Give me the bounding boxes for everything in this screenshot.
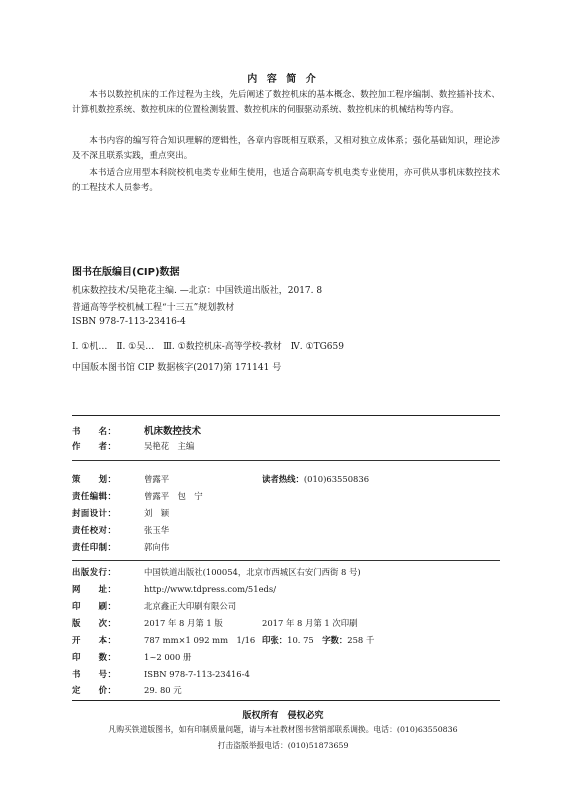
planning-key: 策 划： [72,474,117,484]
copies-key: 印 数： [72,652,117,662]
divider-top [72,415,500,416]
cip-line-3: ISBN 978-7-113-23416-4 [72,317,186,327]
isbn-key: 书 号： [72,669,117,679]
edition-row [72,617,223,629]
planning-value: 曾露平 [144,474,170,484]
book-author-key: 作 者： [72,441,117,451]
publisher-key: 出版发行： [72,567,117,577]
summary-paragraph-2: 本书内容的编写符合知识理解的逻辑性，各章内容既相互联系，又相对独立成体系；强化基础知识，理论涉及不深且联系实践，重点突出。 [72,136,500,161]
price-value: 29. 80 元 [144,685,182,695]
summary-paragraph-1: 本书以数控机床的工作过程为主线，先后阐述了数控机床的基本概念、数控加工程序编制、数控插补技术、计算机数控系统、数控机床的位置检测装置、数控机床的伺服驱动系统、数控机床的机械结构等内容。 [72,90,500,115]
proofread-key: 责任校对： [72,525,117,535]
divider-footer [72,700,500,701]
website-value: http://www.tdpress.com/51eds/ [144,584,277,594]
summary-paragraph-3: 本书适合应用型本科院校机电类专业师生使用，也适合高职高专机电类专业使用，亦可供从事机床数控技术的工程技术人员参考。 [72,168,500,193]
cip-heading: 图书在版编目(CIP)数据 [72,267,180,278]
planning-row [72,473,169,485]
piracy-hotline: 打击盗版举报电话：(010)51873659 [217,741,349,750]
publisher-value: 中国铁道出版社(100054，北京市西城区右安门西街 8 号) [144,567,361,577]
website-key: 网 址： [72,584,117,594]
cip-line-4: Ⅰ. ①机… Ⅱ. ①吴… Ⅲ. ①数控机床-高等学校-教材 Ⅳ. ①TG659 [72,342,344,352]
format-row [72,634,255,646]
proofread-value: 张玉华 [144,525,170,535]
editor-value: 曾露平 包 宁 [144,491,203,501]
printer-row [72,600,236,612]
cip-line-1: 机床数控技术/吴艳花主编. —北京：中国铁道出版社，2017. 8 [72,286,323,296]
sheets-value: 10. 75 [287,635,314,645]
cip-line-2: 普通高等学校机械工程“十三五”规划教材 [72,303,235,313]
sheets-words-row [262,634,374,646]
printer-key: 印 刷： [72,601,117,611]
publisher-row [72,566,361,578]
sheets-key: 印张： [262,635,288,645]
copies-value: 1~2 000 册 [144,652,192,662]
print-manager-row [72,541,169,553]
price-key: 定 价： [72,685,117,695]
copyright-title: 版权所有 侵权必究 [242,711,324,721]
copyright-notice: 凡购买铁道版图书，如有印制质量问题，请与本社教材图书营销部联系调换。电话：(010)63550836 [108,725,458,734]
hotline-key: 读者热线： [262,474,304,484]
isbn-row [72,668,250,680]
summary-title: 内 容 简 介 [247,74,319,85]
book-title-row [72,423,201,437]
impression-value: 2017 年 8 月第 1 次印刷 [262,618,358,628]
divider-staff [72,460,500,461]
words-key: 字数： [322,635,348,645]
book-title-value: 机床数控技术 [144,426,202,437]
edition-value: 2017 年 8 月第 1 版 [144,618,223,628]
website-row [72,583,276,595]
book-author-row [72,440,194,452]
format-key: 开 本： [72,635,117,645]
cover-design-key: 封面设计： [72,508,117,518]
cip-line-5: 中国版本图书馆 CIP 数据核字(2017)第 171141 号 [72,363,282,373]
print-manager-key: 责任印制： [72,542,117,552]
cover-design-value: 刘 颖 [144,508,170,518]
edition-key: 版 次： [72,618,117,628]
hotline-value: (010)63550836 [303,474,370,484]
editor-row [72,490,203,502]
price-row [72,684,182,696]
words-value: 258 千 [347,635,375,645]
divider-publication [72,560,500,561]
hotline-row [262,473,369,485]
copies-row [72,651,191,663]
book-author-value: 吴艳花 主编 [144,441,195,451]
print-manager-value: 郭向伟 [144,542,170,552]
proofread-row [72,524,169,536]
isbn-value: ISBN 978-7-113-23416-4 [144,669,250,679]
cover-design-row [72,507,169,519]
format-value: 787 mm×1 092 mm 1/16 [144,635,256,645]
editor-key: 责任编辑： [72,491,117,501]
printer-value: 北京鑫正大印刷有限公司 [144,601,237,611]
book-title-key: 书 名： [72,426,117,436]
